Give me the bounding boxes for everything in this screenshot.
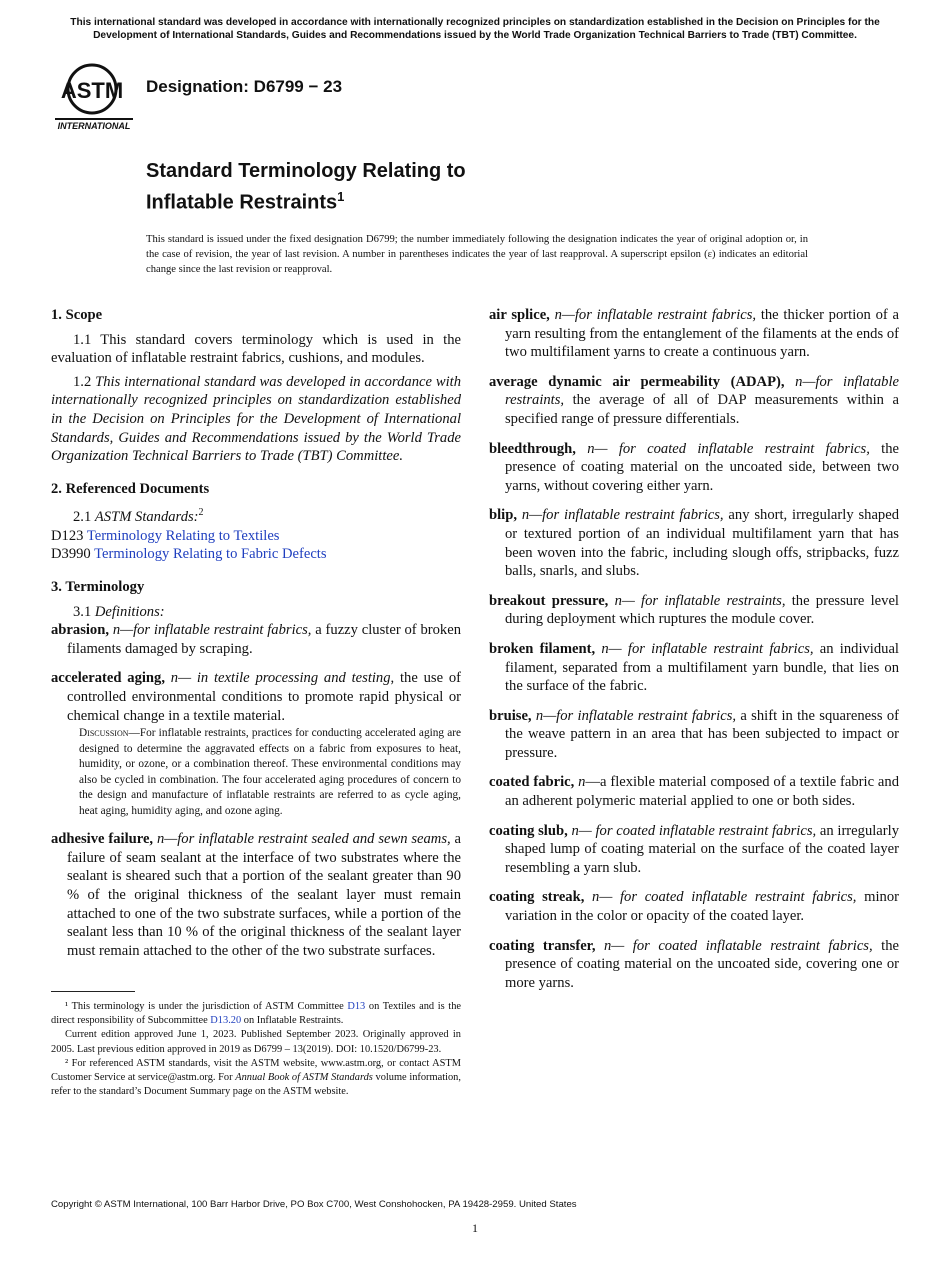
right-column [489,306,899,992]
term-qualifier: n—for inflatable restraint fabrics, [535,707,737,724]
footnote-1-text-b: on Textiles and is the direct responsibility of Subcommittee [51,1001,462,1027]
def-adap [489,373,899,429]
ref-d123 [51,527,461,546]
footnote-2-italic: Annual Book of ASTM Standards [235,1072,373,1084]
term: abrasion, [51,622,109,639]
def-coating-streak [489,888,899,925]
scope-1-2-num: 1.2 [73,373,96,390]
page-title [146,159,466,216]
def-coating-transfer [489,937,899,993]
definition-text: minor variation in the color or opacity of the coated layer. [505,889,899,925]
term: average dynamic air permeability (ADAP), [489,373,785,390]
definition-text: , the pressure level during deployment which ruptures the module cover. [505,592,899,628]
definition-text: the presence of coating material on the uncoated side, between two yarns, without covering either yarn. [505,440,899,494]
definition-text: an irregularly shaped lump of coating material on the surface of the coated layer resembling a yarn slub. [505,822,899,876]
term-qualifier: n— for coated inflatable restraint fabrics, [603,937,873,954]
refdocs-heading: 2. Referenced Documents [51,480,210,497]
discussion-text: —For inflatable restraints, practices for conducting accelerated aging are designed to determine the aggravated effects on a fabric from exposures to heat, humidity, or ozone, or a combination thereof. These environmental conditions may also be cycled in combination. The four accelerated aging procedures of concern to the design and manufacture of inflatable restraints are referred to as cycle aging, heat aging, humidity aging, and ozone aging. [79,727,461,817]
term: bruise, [489,707,532,724]
term-qualifier: n— for coated inflatable restraint fabrics, [587,440,870,457]
term: coating streak, [489,889,585,906]
definition-text: any short, irregularly shaped or textured portion of an individual multifilament yarn that has been woven into the fabric, including slough offs, stripbacks, fuzz balls, snarls, and slubs. [505,507,899,580]
definition-text: , the use of controlled environmental conditions to promote rapid physical or chemical change in a textile material. [67,670,461,724]
title-line-2: Inflatable Restraints [146,191,338,214]
term-qualifier: n— for coated inflatable restraint fabrics, [592,889,857,906]
definition-text: the presence of coating material on the uncoated side, covering one or more yarns. [505,937,899,991]
term-qualifier: n—for inflatable restraint sealed and sewn seams [156,831,448,848]
footnote-1-text-c: on Inflatable Restraints. [241,1015,344,1027]
def-air-splice [489,306,899,362]
wto-notice: This international standard was developed in accordance with internationally recognized principles on standardization established in the Decision on Principles for the Development of International Standards, Guides and Recommendations issued by the World Trade Organization Technical Barriers to Trade (TBT) Committee. [70,17,880,41]
discussion-label: Discussion [79,727,129,740]
term: air splice, [489,307,550,323]
footnote-rule [51,991,135,992]
term-qualifier: n—for inflatable restraint fabrics, [521,507,724,524]
term: broken filament, [489,640,596,657]
footnote-1 [51,1000,461,1028]
astm-logo-letters: ASTM [60,78,124,103]
title-line-1: Standard Terminology Relating to [146,160,466,182]
footnote-2-text-a: ² For referenced ASTM standards, visit the ASTM website, www.astm.org, or contact ASTM Customer Service at service@astm.org. For [51,1057,461,1084]
definition-text: a fuzzy cluster of broken filaments damaged by scraping. [67,622,461,657]
def-breakout-pressure [489,592,899,629]
term: adhesive failure, [51,831,154,848]
refdocs-2-1-text: ASTM Standards: [94,509,199,526]
scope-1-2 [51,373,461,466]
ref-d123-code: D123 [51,527,84,544]
terminology-3-1 [51,603,461,622]
term: accelerated aging, [51,670,165,687]
scope-1-1: 1.1 This standard covers terminology which is used in the evaluation of inflatable restraint fabrics, cushions, and modules. [51,331,461,367]
refdocs-2-1-num: 2.1 [73,509,95,526]
term: coating transfer, [489,937,596,954]
footnote-1-link-d13-20[interactable]: D13.20 [210,1015,242,1027]
def-blip [489,506,899,580]
term-qualifier: n— for coated inflatable restraint fabrics, [571,822,817,839]
def-broken-filament [489,640,899,696]
def-accelerated-aging [51,669,461,725]
def-coating-slub [489,822,899,878]
term-qualifier: n— in textile processing and testing [170,670,391,687]
terminology-3-1-num: 3.1 [73,603,95,620]
term: bleedthrough, [489,440,576,457]
term: breakout pressure, [489,592,609,609]
def-abrasion [51,621,461,658]
refdocs-footnote-mark: 2 [198,507,204,519]
term-qualifier: n— for inflatable restraints [614,592,782,609]
ref-d3990 [51,545,461,564]
def-bleedthrough [489,440,899,496]
astm-logo-org: INTERNATIONAL [57,121,131,131]
terminology-3-1-text: Definitions: [94,603,165,620]
footnote-2-text-b: volume information, refer to the standard’s Document Summary page on the ASTM website. [51,1072,461,1098]
issued-note: This standard is issued under the fixed designation D6799; the number immediately following the designation indicates the year of original adoption or, in the case of revision, the year of last revision. A number in parentheses indicates the year of last reapproval. A superscript epsilon (ε) indicates an editorial change since the last revision or reapproval. [146,234,808,275]
footnote-1-link-d13[interactable]: D13 [347,1001,366,1012]
def-adhesive-failure [51,830,461,960]
footnote-1-edition: Current edition approved June 1, 2023. Published September 2023. Originally approved in 2005. Last previous edition approved in 2019 as D6799 – 13(2019). DOI: 10.1520/D6799-23. [51,1029,461,1055]
discussion-accelerated-aging [51,726,461,819]
term: blip, [489,507,517,524]
term-qualifier: n—for inflatable restraint fabrics, [112,622,312,639]
term-qualifier: n— for inflatable restraint fabrics, [601,640,814,657]
definition-text: the thicker portion of a yarn resulting from the entanglement of the filaments at the ends of two multifilament yarns to create a continuous yarn. [505,307,899,361]
definition-text: the average of all of DAP measurements within a specified range of pressure differentials. [505,392,899,427]
term-qualifier: n [578,774,586,791]
footnote-2 [51,1057,461,1100]
refdocs-2-1 [51,504,461,526]
term: coating slub, [489,822,568,839]
astm-logo [52,56,136,132]
ref-d123-link[interactable]: Terminology Relating to Textiles [86,527,280,544]
scope-1-2-text: This international standard was developed in accordance with internationally recognized principles on standardization established in the Decision on Principles for the Development of International Standards, Guides and Recommendations issued by the World Trade Organization Technical Barriers to Trade (TBT) Committee. [51,373,462,465]
designation: Designation: D6799 − 23 [146,77,343,96]
def-coated-fabric [489,773,899,810]
scope-heading: 1. Scope [51,307,103,323]
term-qualifier: n—for inflatable restraints, [505,373,899,409]
footnote-1-text-a: ¹ This terminology is under the jurisdiction of ASTM Committee [65,1001,348,1012]
copyright: Copyright © ASTM International, 100 Barr Harbor Drive, PO Box C700, West Conshohocken, PA 19428-2959. United States [51,1199,577,1210]
ref-d3990-link[interactable]: Terminology Relating to Fabric Defects [94,546,327,563]
def-bruise [489,707,899,763]
term-qualifier: n—for inflatable restraint fabrics, [554,307,757,323]
definition-text: , a failure of seam sealant at the interface of two substrates where the sealant is sheared such that a portion of the sealant greater than 90 % of the original thickness of the sealant layer must remain attached to one of the two substrate surfaces, while a portion of the sealant less than 10 % of the original thickness of the sealant layer must remain attached to the other of the two substrate surfaces. [67,831,462,959]
terminology-heading: 3. Terminology [51,578,145,595]
definition-text: a shift in the squareness of the weave pattern in an area that has been subjected to impact or pressure. [505,707,899,761]
left-column [51,306,461,960]
page-number: 1 [472,1221,478,1235]
footnotes [51,1000,461,1099]
title-footnote-mark: 1 [337,189,345,204]
definition-text: —a flexible material composed of a textile fabric and an adherent polymeric material applied to one or both sides. [505,774,899,810]
ref-d3990-code: D3990 [51,546,91,563]
term: coated fabric, [489,774,575,791]
definition-text: an individual filament, separated from a multifilament yarn bundle, that lies on the surface of the fabric. [505,640,899,695]
